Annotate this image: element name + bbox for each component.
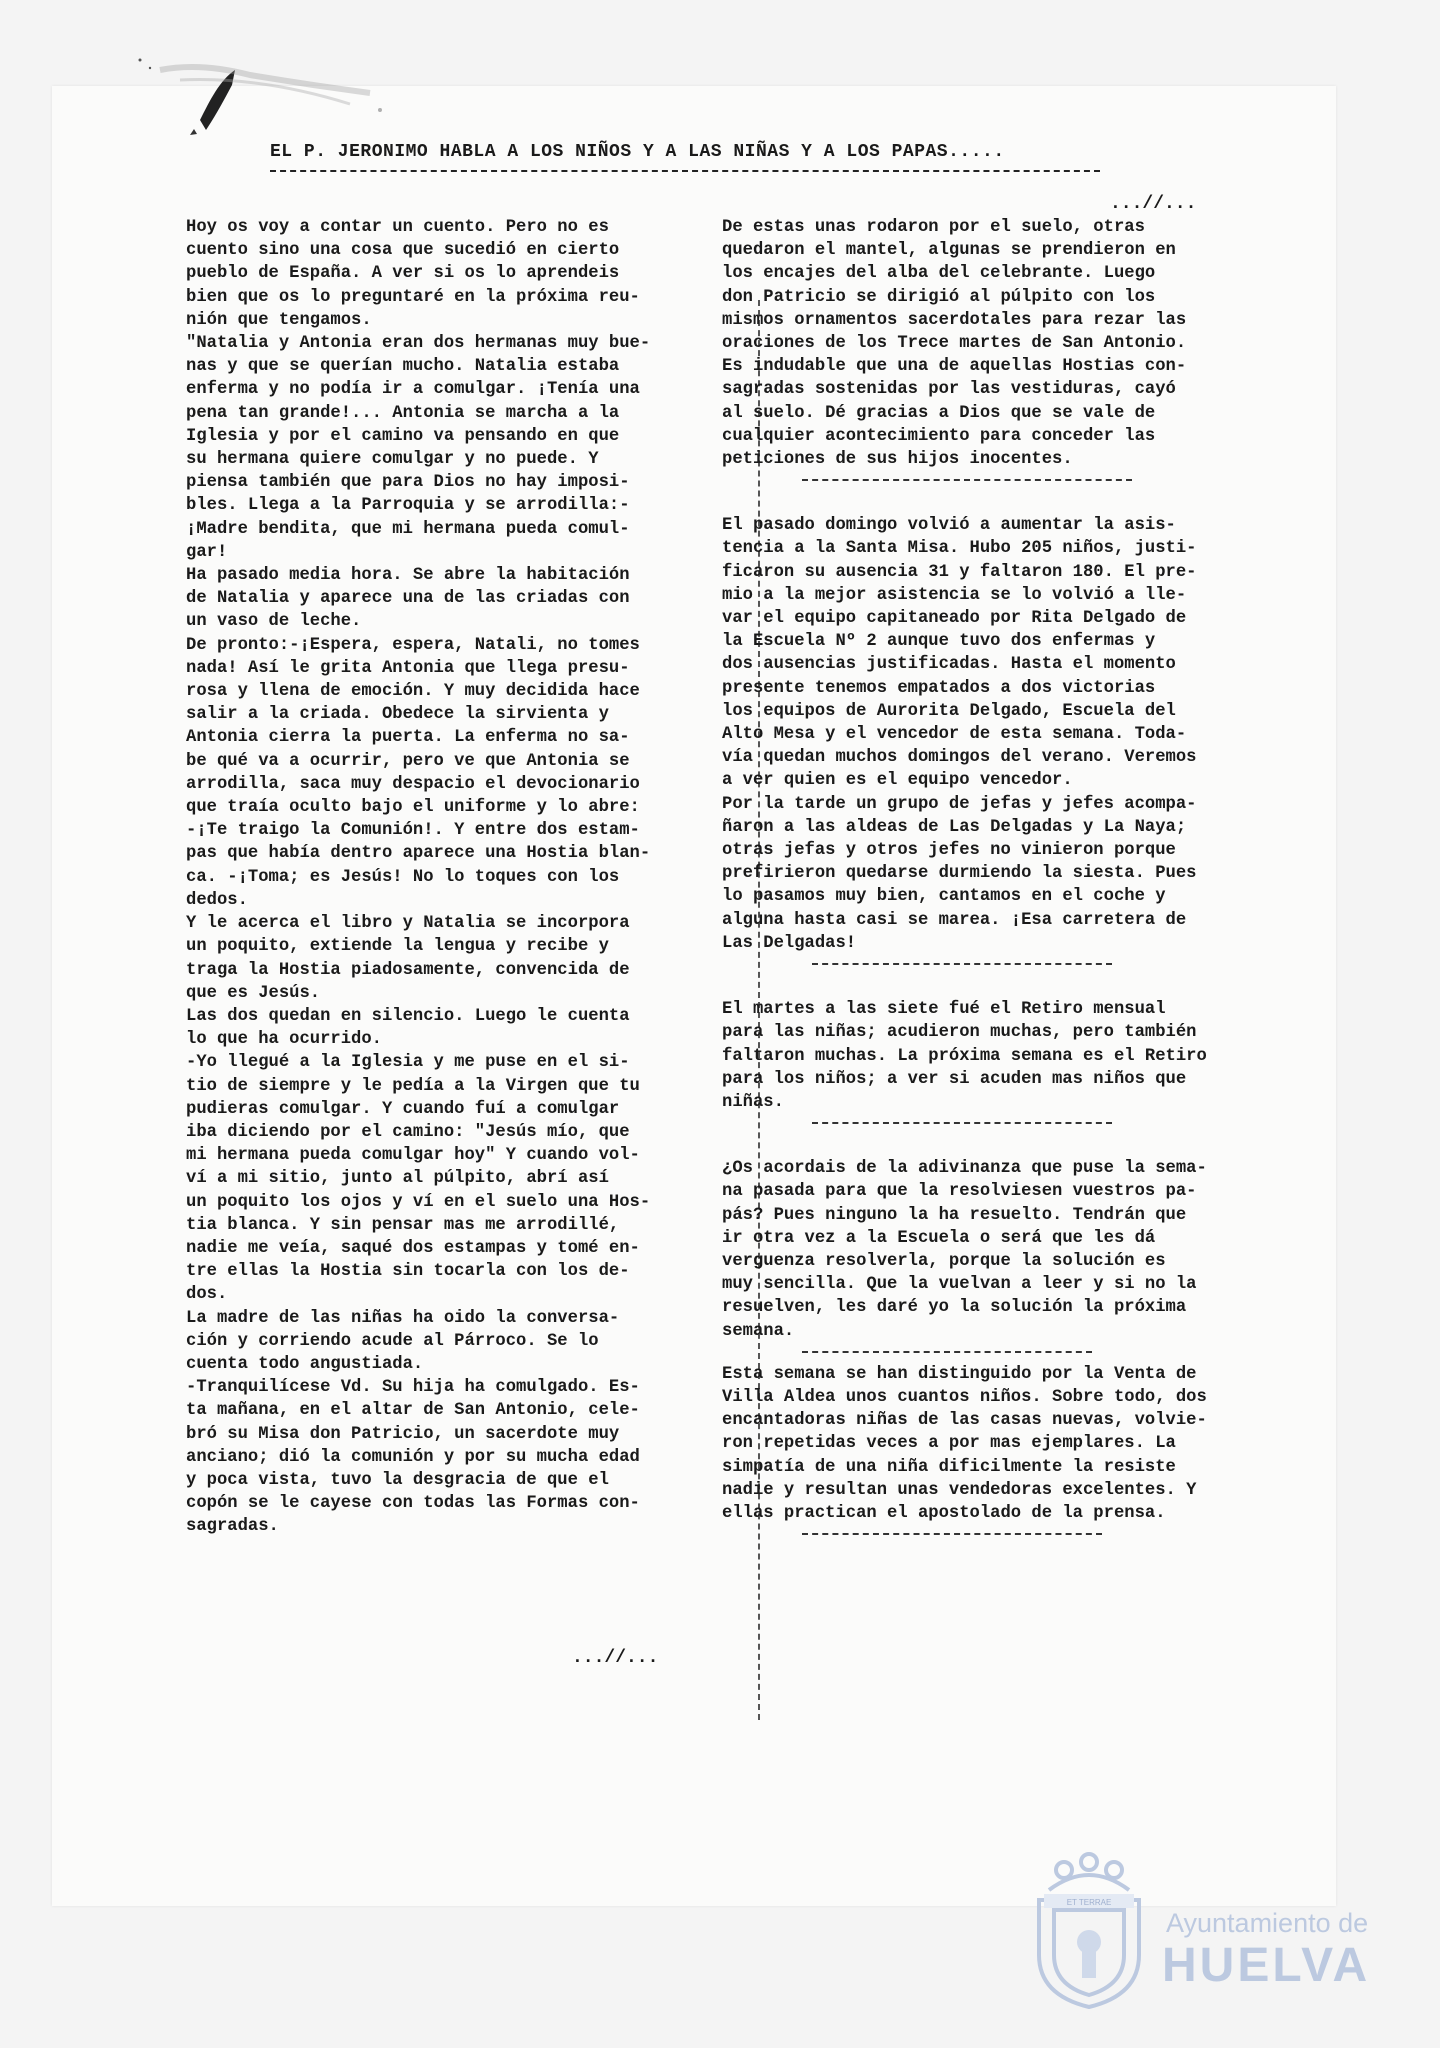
paragraph: Ha pasado media hora. Se abre la habitación de Natalia y aparece una de las criadas con un vaso de leche.: [186, 566, 630, 632]
paragraph: Las dos quedan en silencio. Luego le cuenta lo que ha ocurrido.: [186, 1006, 630, 1050]
continuation-marker-bottom: ...//...: [572, 1648, 659, 1668]
paragraph: Esta semana se han distinguido por la Venta de Villa Aldea unos cuantos niños. Sobre todo, dos encantadoras niñas de las casas nuevas, volvie- ron repetidas veces a por mas ejemplares. La simpatía de una niña dificilmente la resiste nadie y resultan unas vendedoras excelentes. Y ellas practican el apostolado de la prensa.: [722, 1364, 1207, 1523]
section-separator: [812, 1122, 1112, 1124]
svg-text:ET TERRAE: ET TERRAE: [1066, 1898, 1112, 1907]
paragraph: Hoy os voy a contar un cuento. Pero no es cuento sino una cosa que sucedió en cierto pueblo de España. A ver si os lo aprendeis bien que os lo preguntaré en la próxima reu- nión que tengamos.: [186, 218, 640, 330]
page-title: EL P. JERONIMO HABLA A LOS NIÑOS Y A LAS NIÑAS Y A LOS PAPAS.....: [270, 142, 1005, 162]
huelva-shield-logo: [1024, 1850, 1154, 2010]
paragraph: Y le acerca el libro y Natalia se incorpora un poquito, extiende la lengua y recibe y traga la Hostia piadosamente, convencida de que es Jesús.: [186, 914, 630, 1003]
paragraph: Por la tarde un grupo de jefas y jefes acompa- ñaron a las aldeas de Las Delgadas y La Naya; otras jefas y otros jefes no vinieron porque prefirieron quedarse durmiendo la siesta. Pues lo pasamos muy bien, cantamos en el coche y alguna hasta casi se marea. ¡Esa carretera de Las Delgadas!: [722, 794, 1197, 953]
continuation-marker-top: ...//...: [1110, 194, 1197, 214]
right-column: [722, 216, 1322, 1545]
watermark-line1: Ayuntamiento de: [1166, 1908, 1369, 1938]
section-separator: [812, 963, 1112, 965]
paragraph: De estas unas rodaron por el suelo, otras quedaron el mantel, algunas se prendieron en los encajes del alba del celebrante. Luego don Patricio se dirigió al púlpito con los mismos ornamentos sacerdotales para rezar las oraciones de los Trece martes de San Antonio. Es indudable que una de aquellas Hostias con- sagradas sostenidas por las vestiduras, cayó al suelo. Dé gracias a Dios que se vale de cualquier acontecimiento para conceder las peticiones de sus hijos inocentes.: [722, 218, 1187, 470]
paragraph: ¿Os acordais de la adivinanza que puse la sema- na pasada para que la resolviesen vuestros pa- pás? Pues ninguno la ha resuelto. Tendrán que ir otra vez a la Escuela o será que les dá verguenza resolverla, porque la solución es muy sencilla. Que la vuelvan a leer y si no la resuelven, les daré yo la solución la próxima semana.: [722, 1159, 1207, 1341]
paragraph: "Natalia y Antonia eran dos hermanas muy bue- nas y que se querían mucho. Natalia estaba enferma y no podía ir a comulgar. ¡Tenía una pena tan grande!... Antonia se marcha a la Iglesia y por el camino va pensando en que su hermana quiere comulgar y no puede. Y piensa también que para Dios no hay imposi- bles. Llega a la Parroquia y se arrodilla:- ¡Madre bendita, que mi hermana pueda comul- gar!: [186, 334, 651, 562]
title-underline: [270, 170, 1100, 172]
section-separator: [802, 1351, 1092, 1353]
paragraph: De pronto:-¡Espera, espera, Natali, no tomes nada! Así le grita Antonia que llega presu- rosa y llena de emoción. Y muy decidida hace salir a la criada. Obedece la sirvienta y Antonia cierra la puerta. La enferma no sa- be qué va a ocurrir, pero ve que Antonia se arrodilla, saca muy despacio el devocionario que traía oculto bajo el uniforme y lo abre: -¡Te traigo la Comunión!. Y entre dos estam- pas que había dentro aparece una Hostia blan- ca. -¡Toma; es Jesús! No lo toques con los dedos.: [186, 635, 651, 910]
watermark-line2: HUELVA: [1162, 1939, 1371, 1992]
section-separator: [802, 1533, 1102, 1535]
left-column: [186, 216, 756, 1539]
paragraph: -Tranquilícese Vd. Su hija ha comulgado. Es- ta mañana, en el altar de San Antonio, cele- bró su Misa don Patricio, un sacerdote muy anciano; dió la comunión y por su mucha edad y poca vista, tuvo la desgracia de que el copón se le cayese con todas las Formas con- sagradas.: [186, 1378, 640, 1537]
paragraph: El martes a las siete fué el Retiro mensual para las niñas; acudieron muchas, pero también faltaron muchas. La próxima semana es el Retiro para los niños; a ver si acuden mas niños que niñas.: [722, 1000, 1207, 1112]
smudge-mark: [120, 40, 440, 150]
paragraph: El pasado domingo volvió a aumentar la asis- tencia a la Santa Misa. Hubo 205 niños, justi- ficaron su ausencia 31 y faltaron 180. El pre- mio a la mejor asistencia se lo volvió a lle- var el equipo capitaneado por Rita Delgado de la Escuela Nº 2 aunque tuvo dos enfermas y dos ausencias justificadas. Hasta el momento presente tenemos empatados a dos victorias los equipos de Aurorita Delgado, Escuela del Alto Mesa y el vencedor de esta semana. Toda- vía quedan muchos domingos del verano. Veremos a ver quien es el equipo vencedor.: [722, 516, 1197, 791]
section-separator: [802, 479, 1132, 481]
paragraph: -Yo llegué a la Iglesia y me puse en el si- tio de siempre y le pedía a la Virgen que tu pudieras comulgar. Y cuando fuí a comulgar iba diciendo por el camino: "Jesús mío, que mi hermana pueda comulgar hoy" Y cuando vol- ví a mi sitio, junto al púlpito, abrí así un poquito los ojos y ví en el suelo una Hos- tia blanca. Y sin pensar mas me arrodillé, nadie me veía, saqué dos estampas y tomé en- tre ellas la Hostia sin tocarla con los de- dos.: [186, 1053, 651, 1305]
paragraph: La madre de las niñas ha oido la conversa- ción y corriendo acude al Párroco. Se lo cuenta todo angustiada.: [186, 1308, 620, 1374]
